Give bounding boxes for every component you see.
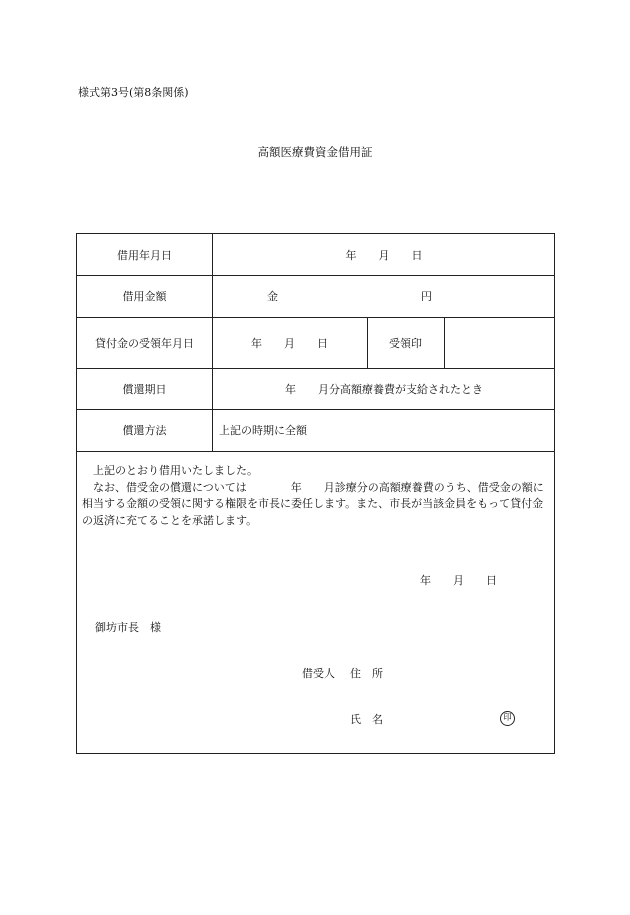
address-label: 住 所	[350, 667, 383, 680]
declaration-date[interactable]: 年 月 日	[420, 574, 497, 587]
declaration-body	[82, 463, 552, 529]
receipt-seal-box[interactable]	[444, 317, 556, 368]
borrow-date-label: 借用年月日	[117, 248, 172, 262]
declaration-line-2: なお、借受金の償還については 年 月診療分の高額療養費のうち、借受金の額に相当する金額の受領に関する権限を市長に委任します。また、市長が当該金員をもって貸付金の返済に充てることを承諾します。	[82, 480, 544, 527]
amount-suffix: 円	[421, 290, 432, 303]
repayment-method-field: 上記の時期に全額	[219, 424, 307, 437]
receipt-seal-label: 受領印	[389, 336, 422, 350]
seal-mark: 印	[500, 711, 515, 726]
borrow-date-field[interactable]: 年 月 日	[345, 248, 423, 262]
receipt-date-label: 貸付金の受領年月日	[95, 336, 194, 350]
repayment-method-label: 償還方法	[122, 424, 167, 437]
document-title: 高額医療費資金借用証	[257, 145, 373, 159]
borrow-amount-label: 借用金額	[122, 290, 167, 303]
declaration-line-1: 上記のとおり借用いたしました。	[93, 464, 258, 477]
borrower-label: 借受人	[302, 667, 335, 680]
repayment-due-field[interactable]: 年 月分高額療養費が支給されたとき	[285, 382, 483, 396]
seal-icon	[500, 710, 515, 726]
borrow-amount-field[interactable]	[212, 275, 556, 317]
form-number: 様式第3号(第8条関係)	[78, 86, 189, 99]
repayment-due-label: 償還期日	[122, 382, 167, 396]
addressee: 御坊市長 様	[95, 621, 161, 634]
amount-prefix: 金	[267, 290, 278, 303]
receipt-date-field[interactable]: 年 月 日	[251, 336, 328, 350]
name-label: 氏 名	[350, 713, 383, 726]
